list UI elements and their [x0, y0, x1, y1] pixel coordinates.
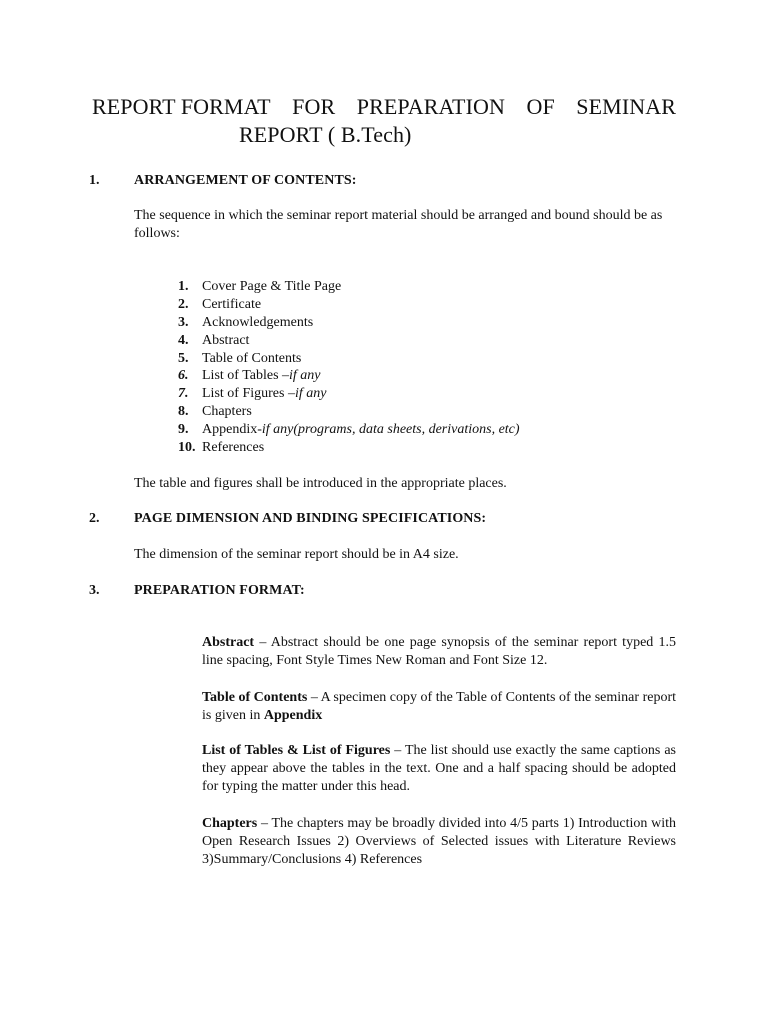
list-item-number: 1. — [178, 278, 189, 294]
chapters-paragraph — [202, 815, 676, 869]
list-item-text: Acknowledgements — [202, 314, 314, 330]
list-item-text: Chapters — [202, 404, 252, 420]
list-item-text: Cover Page & Title Page — [202, 278, 342, 294]
list-item-text: Appendix- — [202, 422, 262, 438]
document-title — [92, 94, 676, 148]
section-1-closing: The table and figures shall be introduced in the appropriate places. — [134, 476, 507, 491]
list-item-number: 9. — [178, 422, 189, 438]
section-3-heading: PREPARATION FORMAT: — [134, 583, 305, 598]
section-1-intro: The sequence in which the seminar report material should be arranged and bound should be as follows: — [134, 208, 663, 241]
section-2-text: The dimension of the seminar report should be in A4 size. — [134, 547, 459, 562]
title-word: PREPARATION — [356, 94, 505, 119]
toc-paragraph — [202, 689, 676, 725]
list-item-number: 3. — [178, 314, 189, 330]
chapters-label: Chapters — [202, 816, 258, 831]
list-item — [178, 296, 520, 314]
toc-appendix: Appendix — [263, 708, 323, 723]
list-item — [178, 367, 520, 385]
lists-label: List of Tables & List of Figures — [202, 743, 391, 758]
title-word: FOR — [292, 94, 336, 119]
toc-text: – A specimen copy of the Table of Contents of the seminar report is given in — [202, 690, 676, 723]
list-item — [178, 314, 520, 332]
title-line-1 — [92, 94, 676, 120]
list-item-number: 5. — [178, 350, 189, 366]
list-item-note: if any — [294, 386, 327, 402]
section-3-number: 3. — [89, 583, 100, 598]
abstract-label: Abstract — [202, 635, 255, 650]
list-item-note: if any(programs, data sheets, derivations, etc) — [261, 422, 520, 438]
list-item-text: List of Tables – — [202, 368, 290, 384]
list-item-text: Abstract — [202, 332, 250, 348]
chapters-text: – The chapters may be broadly divided into 4/5 parts 1) Introduction with Open Research Issues 2) Overviews of Selected issues with Literature Reviews 3)Summary/Conclusions 4) References — [202, 816, 676, 867]
list-item — [178, 439, 520, 457]
list-item — [178, 385, 520, 403]
section-2-number: 2. — [89, 511, 100, 526]
list-item-number: 10. — [178, 439, 196, 455]
list-item-note: if any — [289, 368, 321, 384]
list-item-number: 8. — [178, 404, 189, 420]
list-item-number: 7. — [178, 386, 189, 402]
list-item — [178, 403, 520, 421]
list-item-number: 6. — [178, 368, 189, 384]
section-1-heading: ARRANGEMENT OF CONTENTS: — [134, 173, 357, 188]
section-2-heading: PAGE DIMENSION AND BINDING SPECIFICATIONS: — [134, 511, 487, 526]
abstract-paragraph — [202, 634, 676, 670]
list-item — [178, 350, 520, 368]
abstract-text: – Abstract should be one page synopsis of the seminar report typed 1.5 line spacing, Font Style Times New Roman and Font Size 12. — [202, 635, 676, 668]
list-item-text: Certificate — [202, 296, 262, 312]
title-word: OF — [526, 94, 555, 119]
list-item — [178, 278, 520, 296]
list-item — [178, 332, 520, 350]
title-word: SEMINAR — [576, 94, 676, 119]
lists-paragraph — [202, 742, 676, 796]
list-item-text: Table of Contents — [202, 350, 302, 366]
list-item-text: References — [202, 439, 265, 455]
toc-label: Table of Contents — [202, 690, 308, 705]
title-line-2: REPORT ( B.Tech) — [239, 122, 412, 147]
title-word: REPORT FORMAT — [92, 94, 271, 119]
list-item-number: 2. — [178, 296, 189, 312]
list-item-text: List of Figures – — [202, 386, 295, 402]
contents-list — [178, 278, 520, 457]
list-item-number: 4. — [178, 332, 189, 348]
lists-text: – The list should use exactly the same captions as they appear above the tables in the text. One and a half spacing should be adopted for typing the matter under this head. — [202, 743, 676, 794]
section-1-number: 1. — [89, 173, 100, 188]
list-item — [178, 421, 520, 439]
